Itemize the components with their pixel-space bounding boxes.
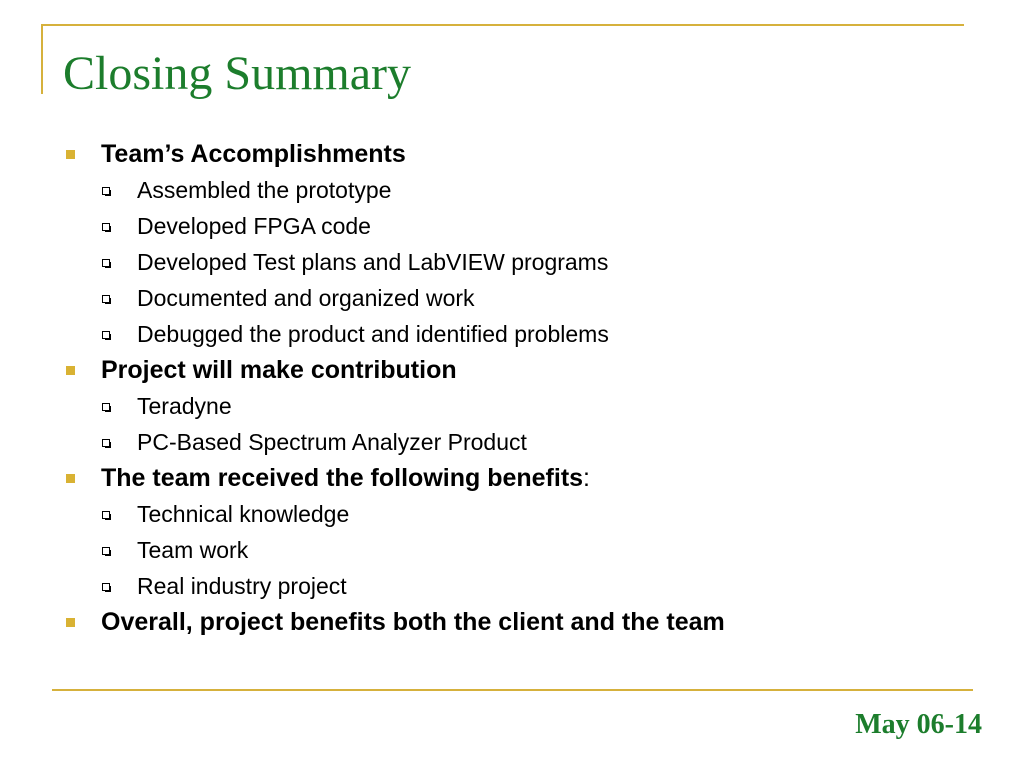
top-rule <box>41 24 964 26</box>
sub-item <box>62 532 962 568</box>
sub-item <box>62 244 962 280</box>
sub-item <box>62 568 962 604</box>
sub-item-text: PC-Based Spectrum Analyzer Product <box>137 429 527 455</box>
sub-list <box>62 388 962 460</box>
sub-list <box>62 172 962 352</box>
sub-item-text: Team work <box>137 537 249 563</box>
hollow-box-bullet-icon <box>102 439 110 447</box>
hollow-box-bullet-icon <box>102 403 110 411</box>
slide-title: Closing Summary <box>63 47 412 100</box>
sub-item <box>62 388 962 424</box>
bullet-text: Team’s Accomplishments <box>101 140 406 168</box>
sub-item <box>62 208 962 244</box>
left-rule <box>41 24 43 94</box>
bullet-item-benefits <box>62 460 962 496</box>
sub-item <box>62 424 962 460</box>
sub-item <box>62 496 962 532</box>
sub-item-text: Technical knowledge <box>137 501 350 527</box>
bullet-item-contribution <box>62 352 962 388</box>
bullet-text: Overall, project benefits both the client and the team <box>101 608 725 636</box>
sub-item-text: Assembled the prototype <box>137 177 392 203</box>
sub-list <box>62 496 962 604</box>
sub-item-text: Debugged the product and identified problems <box>137 321 609 347</box>
bullet-text: Project will make contribution <box>101 356 457 384</box>
hollow-box-bullet-icon <box>102 259 110 267</box>
bullet-list <box>62 136 962 640</box>
hollow-box-bullet-icon <box>102 295 110 303</box>
slide-footer: May 06-14 <box>855 709 982 740</box>
bullet-item-accomplishments <box>62 136 962 172</box>
sub-item <box>62 316 962 352</box>
bottom-rule <box>52 689 973 691</box>
sub-item <box>62 172 962 208</box>
hollow-box-bullet-icon <box>102 187 110 195</box>
bullet-text: The team received the following benefits <box>101 464 584 492</box>
square-bullet-icon <box>66 150 75 159</box>
bullet-item-overall <box>62 604 962 640</box>
sub-item-text: Teradyne <box>137 393 232 419</box>
sub-item-text: Developed Test plans and LabVIEW programs <box>137 249 609 275</box>
square-bullet-icon <box>66 618 75 627</box>
sub-item-text: Documented and organized work <box>137 285 475 311</box>
hollow-box-bullet-icon <box>102 583 110 591</box>
sub-item <box>62 280 962 316</box>
hollow-box-bullet-icon <box>102 511 110 519</box>
square-bullet-icon <box>66 474 75 483</box>
hollow-box-bullet-icon <box>102 223 110 231</box>
bullet-suffix: : <box>583 464 590 492</box>
hollow-box-bullet-icon <box>102 547 110 555</box>
hollow-box-bullet-icon <box>102 331 110 339</box>
sub-item-text: Real industry project <box>137 573 347 599</box>
sub-item-text: Developed FPGA code <box>137 213 371 239</box>
square-bullet-icon <box>66 366 75 375</box>
